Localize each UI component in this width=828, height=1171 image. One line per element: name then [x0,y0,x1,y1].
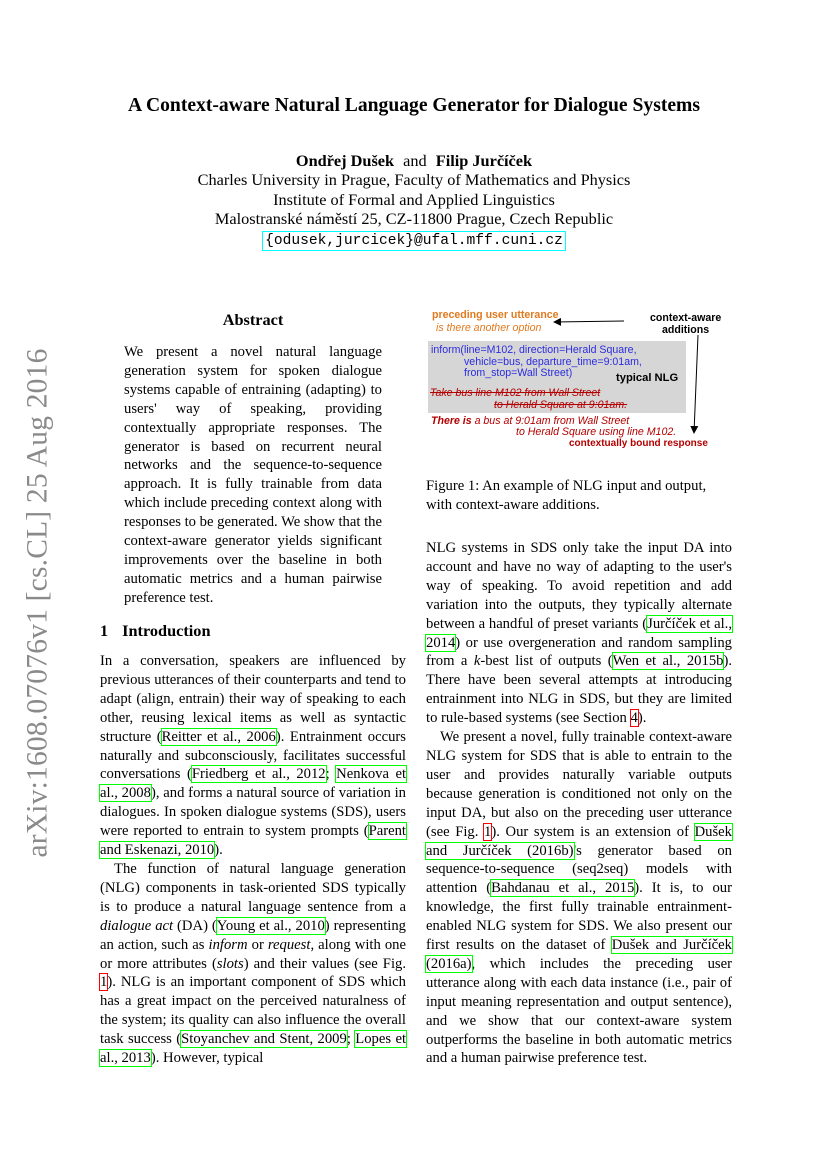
section-reference-link[interactable]: 4 [630,710,638,727]
abstract-heading: Abstract [222,310,284,329]
email-link[interactable]: {odusek,jurcicek}@ufal.mff.cuni.cz [262,231,566,251]
affiliation-line-2: Institute of Formal and Applied Linguistics [273,189,555,209]
arxiv-identifier-stamp: arXiv:1608.07076v1 [cs.CL] 25 Aug 2016 [21,348,54,858]
citation-link[interactable]: Friedberg et al., 2012 [191,766,326,783]
figure-reference-link[interactable]: 1 [100,974,108,991]
citation-link[interactable]: Young et al., 2010 [216,917,325,934]
author-and: and [403,151,427,170]
figure-1-caption: Figure 1: An example of NLG input and output, with context-aware additions. [426,478,707,513]
arrow-to-response [694,335,698,433]
citation-link[interactable]: Bahdanau et al., 2015 [491,880,635,897]
additions-label: additions [662,324,710,336]
dialogue-act-line-3: from_stop=Wall Street) [464,367,573,379]
typical-nlg-label: typical NLG [616,372,679,384]
section-heading-introduction [100,621,225,641]
author-block [0,151,828,251]
citation-link[interactable]: Dušek and Jurčíček (2016b) [426,823,732,859]
context-output-line-2: to Herald Square using line M102. [516,426,677,438]
typical-output-line-2: to Herald Square at 9:01am. [494,399,628,411]
section-title: Introduction [122,621,211,640]
author-2: Filip Jurčíček [435,151,533,170]
preceding-utterance-label: preceding user utterance [432,309,559,321]
citation-link[interactable]: Lopes et al., 2013 [100,1031,407,1067]
right-paragraph-2: We present a novel, fully trainable context-aware NLG system for SDS that is able to entrain to the user and provides naturally variable outputs because generation is conditioned not only on the input DA, but also on the preceding user utterance (see Fig. 1). Our system is an extension of Dušek and Jurčíček (2016b)'s generator based on sequence-to-sequence (seq2seq) models with attention (Bahdanau et al., 2015). It is, to our knowledge, the first fully trainable entrainment-enabled NLG system for SDS. We also present our first results on the dataset of Dušek and Jurčíček (2016a), which includes the preceding user utterance along with each data instance (i.e., pair of input meaning representation and output sentence), and we show that our context-aware system outperforms the baseline in both automatic metrics and a human pairwise preference test. [426,729,732,1067]
arrow-to-utterance [554,321,624,322]
contextually-bound-label: contextually bound response [569,438,708,449]
context-aware-label: context-aware [650,312,722,324]
section-number: 1 [100,621,109,640]
affiliation-line-1: Charles University in Prague, Faculty of Mathematics and Physics [197,170,631,190]
citation-link[interactable]: Parent and Eskenazi, 2010 [100,823,406,859]
figure-reference-link[interactable]: 1 [484,823,492,840]
paper-title: A Context-aware Natural Language Generator for Dialogue Systems [128,95,700,116]
citation-link[interactable]: Nenkova et al., 2008 [100,766,407,802]
right-paragraph-1: NLG systems in SDS only take the input DA into account and have no way of adapting to the user's way of speaking. To avoid repetition and add variation into the outputs, they typically alternate between a handful of preset variants (Jurčíček et al., 2014) or use overgeneration and random sampling from a k-best list of outputs (Wen et al., 2015b). There have been several attempts at introducing entrainment into NLG in SDS, but they are limited to rule-based systems (see Section 4). [426,540,733,727]
intro-paragraph-1: In a conversation, speakers are influenced by previous utterances of their counterparts and tend to adapt (align, entrain) their way of speaking to each other, reusing lexical items as well as syntactic structure (Reitter et al., 2006). Entrainment occurs naturally and subconsciously, facilitates successful conversations (Friedberg et al., 2012; Nenkova et al., 2008), and forms a natural source of variation in dialogues. In spoken dialogue systems (SDS), users were reported to entrain to system prompts (Parent and Eskenazi, 2010). [100,653,407,859]
citation-link[interactable]: Jurčíček et al., 2014 [426,615,732,651]
typical-output-line-1: Take bus line M102 from Wall Street [430,387,601,399]
address-line: Malostranské náměstí 25, CZ-11800 Prague, Czech Republic [214,209,614,229]
dialogue-act-line-2: vehicle=bus, departure_time=9:01am, [464,356,642,368]
abstract-text: We present a novel natural language generation system for spoken dialogue systems capable of entraining (adapting) to users' way of speaking, providing contextually appropriate responses. The generator is based on recurrent neural networks and the sequence-to-sequence approach. It is fully trainable from data which include preceding context along with responses to be generated. We show that the context-aware generator yields significant improvements over the baseline in both automatic metrics and a human pairwise preference test. [124,344,382,606]
citation-link[interactable]: Wen et al., 2015b [612,653,724,670]
figure-1 [426,305,732,455]
author-1: Ondřej Dušek [295,151,395,170]
author-names [0,151,828,170]
user-utterance-text: is there another option [436,322,542,334]
dialogue-act-line-1: inform(line=M102, direction=Herald Square, [431,344,637,356]
context-output-line-1: There is a bus at 9:01am from Wall Street [431,415,630,427]
right-column-body [426,539,732,1068]
citation-link[interactable]: Reitter et al., 2006 [161,728,276,745]
citation-link[interactable]: Dušek and Jurčíček (2016a) [426,937,732,972]
citation-link[interactable]: Stoyanchev and Stent, 2009 [181,1031,347,1048]
left-column-body [100,652,406,1068]
intro-paragraph-2: The function of natural language generation (NLG) components in task-oriented SDS typically is to produce a natural language sentence from a dialogue act (DA) (Young et al., 2010) representing an action, such as inform or request, along with one or more attributes (slots) and their values (see Fig. 1). NLG is an important component of SDS which has a great impact on the perceived naturalness of the system; its quality can also influence the overall task success (Stoyanchev and Stent, 2009; Lopes et al., 2013). However, typical [100,860,407,1067]
